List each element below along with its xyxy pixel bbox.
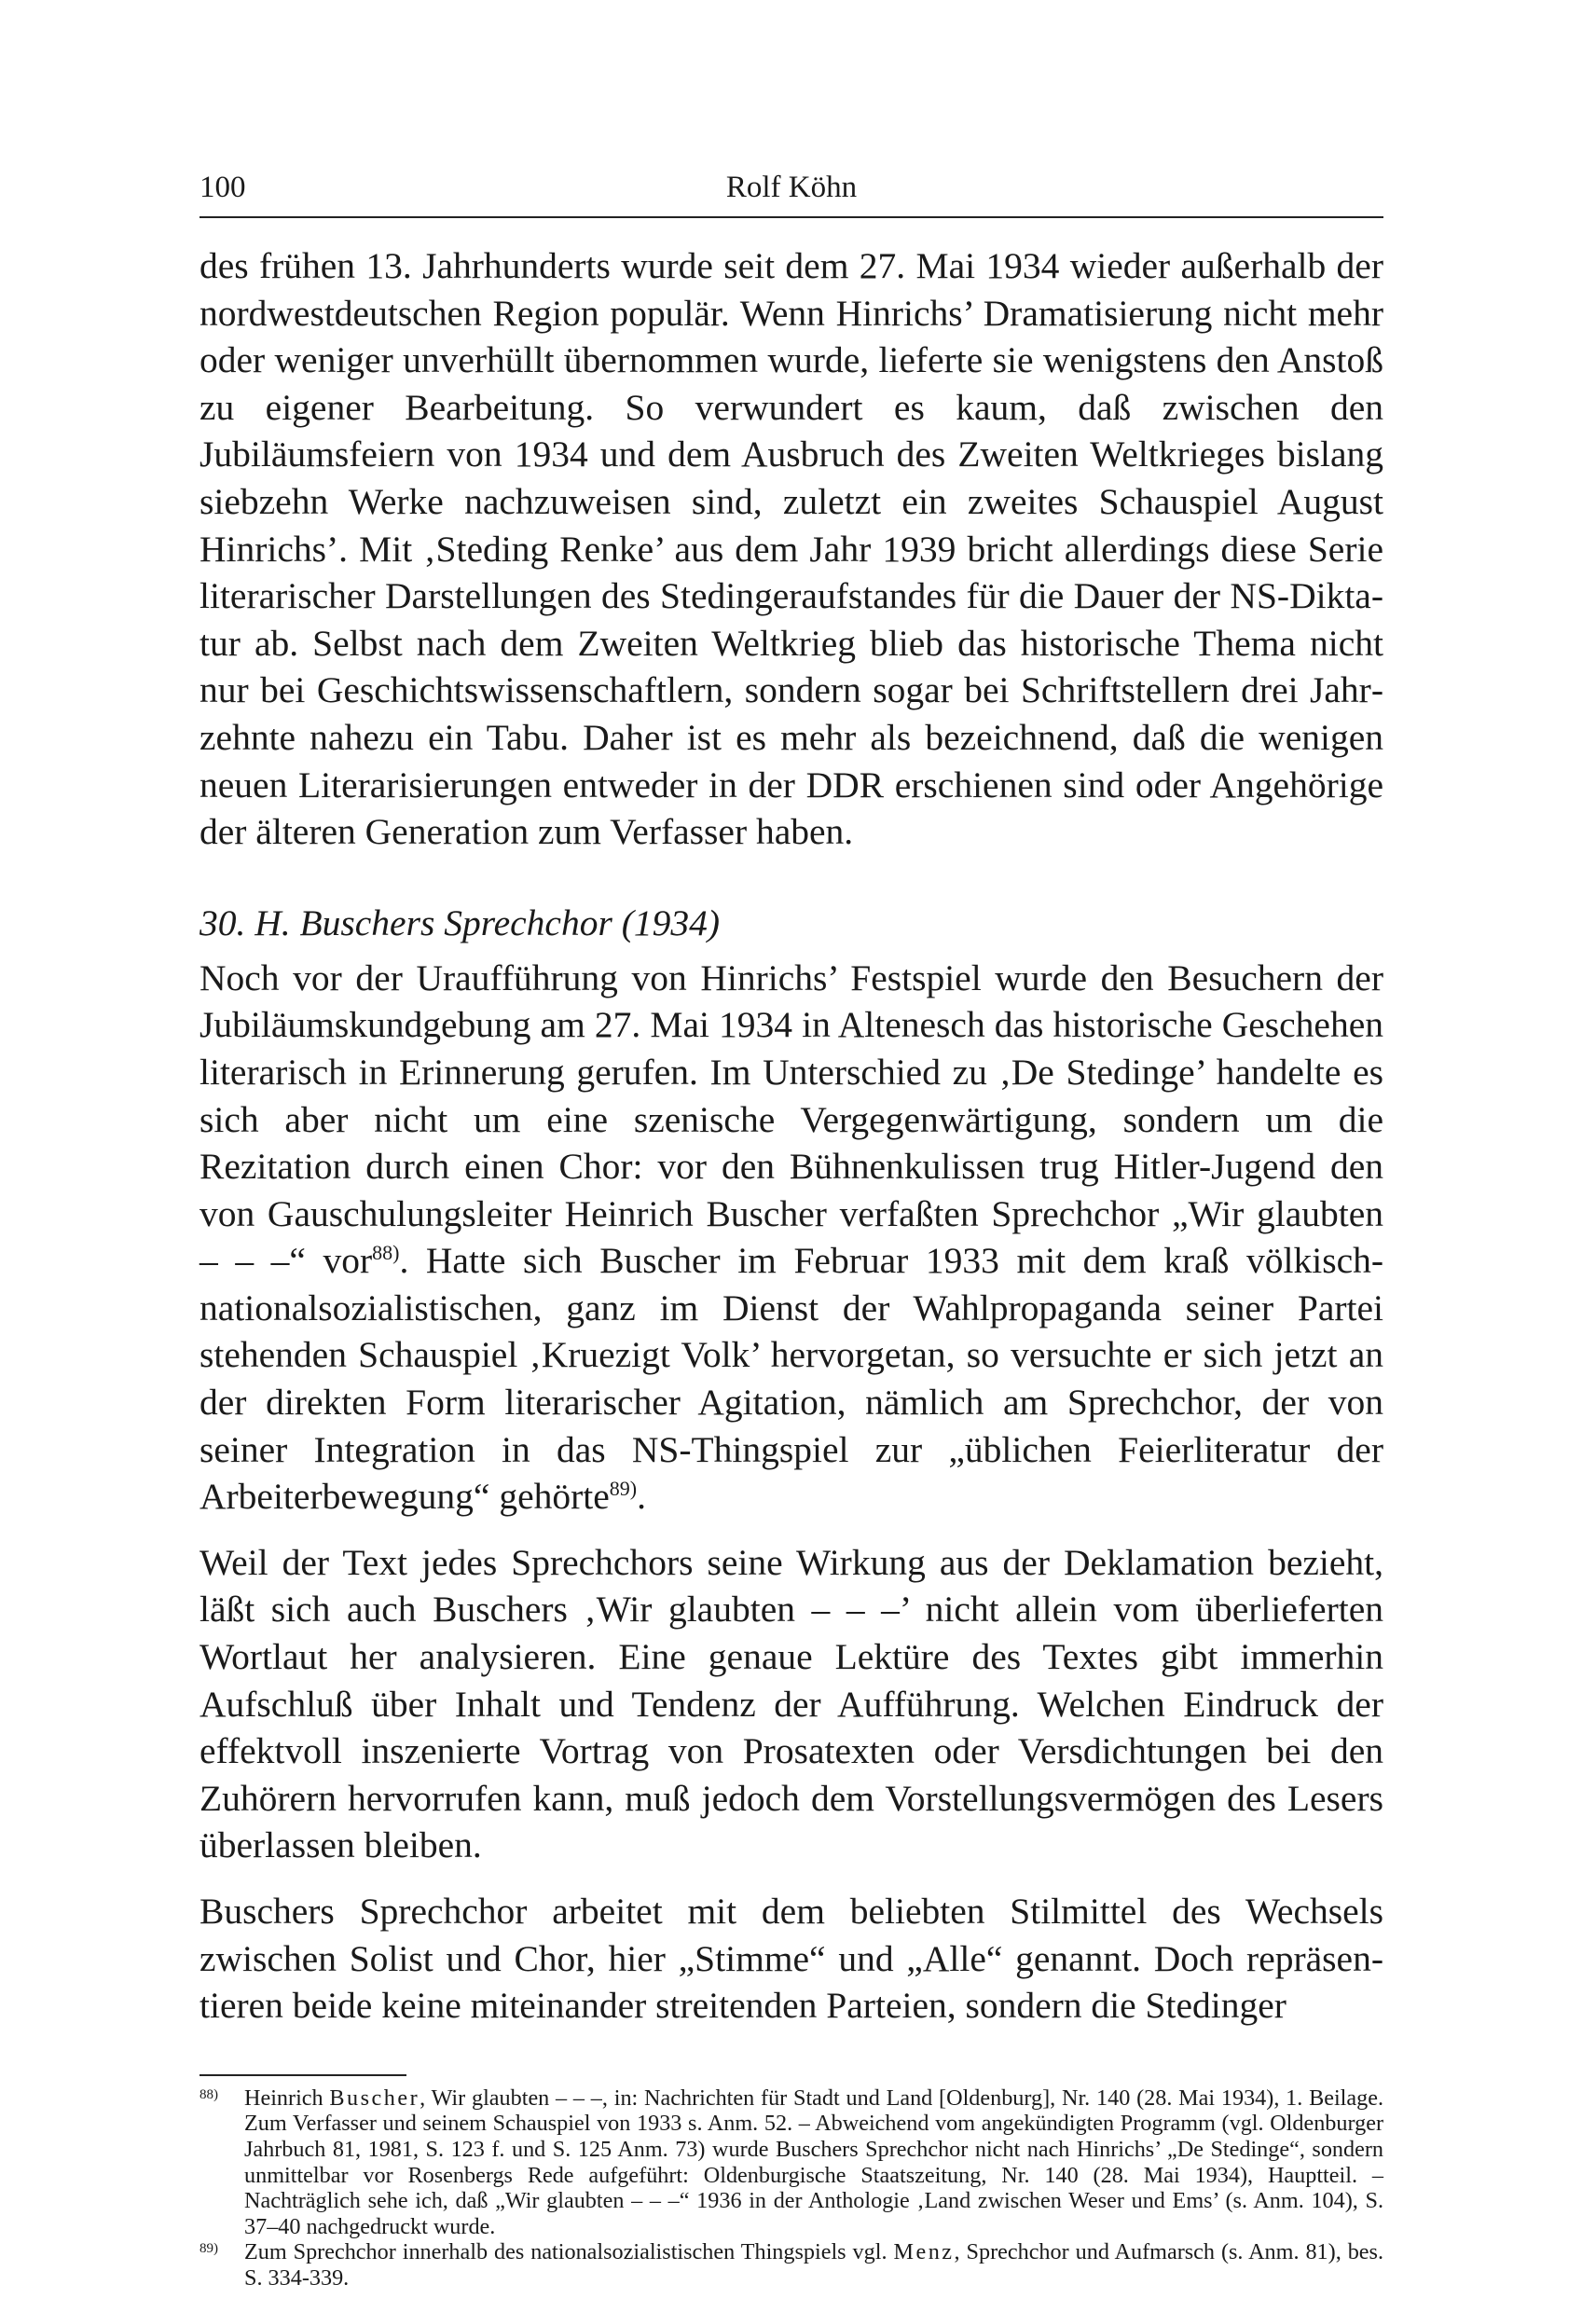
section-heading: 30. H. Buschers Sprechchor (1934) xyxy=(200,901,721,943)
footnote-ref-88[interactable]: 88) xyxy=(372,1241,400,1265)
paragraph-3: Weil der Text jedes Sprechchors seine Wirkung aus der Deklamation bezieht, läßt sich auch Buschers ‚Wir glaubten – – –’ nicht allein vom überlieferten Wortlaut her analysieren. Eine genaue Lektüre des Textes gibt immerhin Aufschluß über Inhalt und Tendenz der Aufführung. Welchen Eindruck der effektvoll inszenierte Vortrag von Prosatexten oder Versdichtungen bei den Zuhörern hervorrufen kann, muß jedoch dem Vorstellungsvermögen des Lesers überlassen bleiben. xyxy=(200,1541,1383,1866)
paragraph-1: des frühen 13. Jahrhunderts wurde seit dem 27. Mai 1934 wieder außerhalb der nordwestdeutschen Region populär. Wenn Hinrichs’ Dramatisierung nicht mehr oder weniger unverhüllt übernommen wurde, lieferte sie wenigstens den Anstoß zu eigener Bearbeitung. So verwundert es kaum, daß zwischen den Jubiläumsfeiern von 1934 und dem Ausbruch des Zweiten Weltkrieges bislang siebzehn Werke nachzuweisen sind, zuletzt ein zweites Schauspiel August Hinrichs’. Mit ‚Steding Renke’ aus dem Jahr 1939 bricht allerdings diese Serie literarischer Darstellungen des Stedingeraufstandes für die Dauer der NS-Diktatur ab. Selbst nach dem Zweiten Weltkrieg blieb das historische Thema nicht nur bei Geschichtswissenschaftlern, sondern sogar bei Schriftstellern drei Jahrzehnte nahezu ein Tabu. Daher ist es mehr als bezeichnend, daß die wenigen neuen Literarisierungen entweder in der DDR erschienen sind oder Angehörige der älteren Generation zum Verfasser haben. xyxy=(200,245,1383,853)
footnote-89 xyxy=(200,2239,1383,2291)
footnote-mark-88: 88) xyxy=(200,2086,218,2102)
paragraph-2-text-a: Noch vor der Uraufführung von Hinrichs’ Festspiel wurde den Besuchern der Jubiläumskundgebung am 27. Mai 1934 in Altenesch das historische Geschehen literarisch in Erinnerung gerufen. Im Unterschied zu ‚De Stedinge’ handelte es sich aber nicht um eine szenische Vergegenwärtigung, sondern um die Rezitation durch einen Chor: vor den Bühnenkulissen trug Hitler-Jugend den von Gauschulungsleiter Heinrich Buscher verfaßten Sprechchor „Wir glaubten – – –“ vor xyxy=(200,956,1383,1282)
running-head xyxy=(200,164,1383,218)
paragraph-2-text-b: . Hatte sich Buscher im Februar 1933 mit dem kraß völkisch-nationalsozialistischen, ganz im Dienst der Wahlpropaganda seiner Partei stehenden Schauspiel ‚Kruezigt Volk’ hervorgetan, so versuchte er sich jetzt an der direkten Form literarischer Agitation, nämlich am Sprechchor, der von seiner Integration in das NS-Thingspiel zur „üblichen Feierliteratur der Arbeiterbewegung“ gehörte xyxy=(200,1240,1384,1518)
page-number: 100 xyxy=(200,171,246,204)
footnote-88-text-b: , Wir glaubten – – –, in: Nachrichten für Stadt und Land [Oldenburg], Nr. 140 (28. Mai 1934), 1. Beilage. Zum Verfasser und seinem Schauspiel von 1933 s. Anm. 52. – Abweichend vom angekündigten Programm (vgl. Oldenburger Jahrbuch 81, 1981, S. 123 f. und S. 125 Anm. 73) wurde Buschers Sprechchor nicht nach Hinrichs’ „De Stedinge“, sondern unmittelbar vor Rosenbergs Rede aufgeführt: Oldenburgische Staatszeitung, Nr. 140 (28. Mai 1934), Hauptteil. – Nachträglich sehe ich, daß „Wir glaubten – – –“ 1936 in der Anthologie ‚Land zwischen Weser und Ems’ (s. Anm. 104), S. 37–40 nachgedruckt wurde. xyxy=(244,2085,1383,2239)
paragraph-2-text-c: . xyxy=(637,1476,646,1518)
footnote-88-text-a: Heinrich xyxy=(244,2085,330,2111)
body-text xyxy=(200,242,1383,2030)
footnote-89-author: Menz xyxy=(893,2239,955,2265)
footnote-88-author: Buscher xyxy=(329,2085,420,2111)
footnote-divider xyxy=(200,2074,406,2076)
footnote-88 xyxy=(200,2085,1383,2240)
page xyxy=(200,164,1383,2291)
running-title: Rolf Köhn xyxy=(725,171,858,204)
paragraph-2 xyxy=(200,955,1383,1521)
paragraph-4: Buschers Sprechchor arbeitet mit dem beliebten Stilmittel des Wechsels zwischen Solist und Chor, hier „Stimme“ und „Alle“ genannt. Doch repräsentieren beide keine miteinander streitenden Parteien, sondern die Stedinger xyxy=(200,1891,1383,2027)
footnote-ref-89[interactable]: 89) xyxy=(609,1477,638,1501)
footnote-89-text-a: Zum Sprechchor innerhalb des nationalsozialistischen Thingspiels vgl. xyxy=(244,2239,894,2265)
footnotes xyxy=(200,2085,1383,2291)
footnote-89-text-b: , Sprechchor und Aufmarsch (s. Anm. 81), bes. S. 334-339. xyxy=(244,2239,1383,2291)
footnote-mark-89: 89) xyxy=(200,2241,218,2257)
